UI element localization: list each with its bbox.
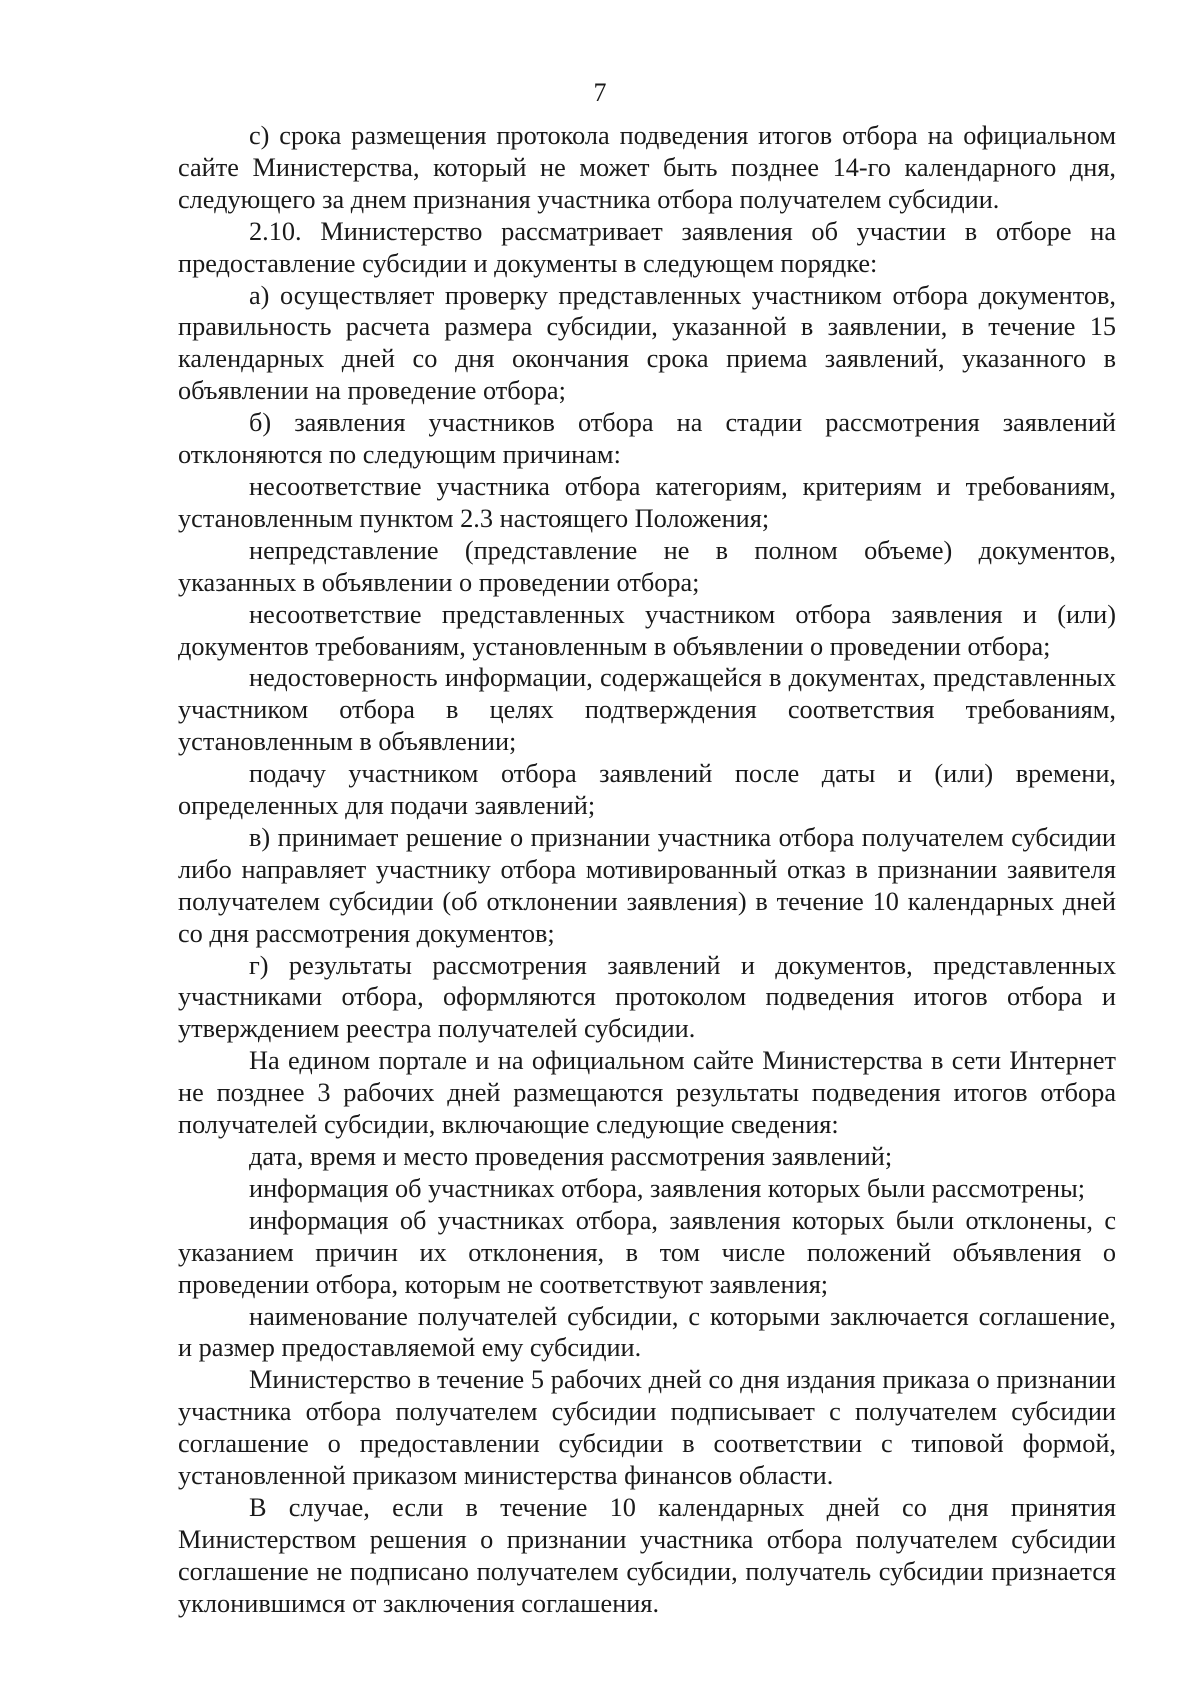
paragraph-publication: На едином портале и на официальном сайте Министерства в сети Интернет не позднее 3 рабочих дней размещаются результаты подведения итогов отбора получателей субсидии, включающие следующие сведения: <box>178 1046 1116 1140</box>
paragraph-reason-mismatch: несоответствие участника отбора категориям, критериям и требованиям, установленным пунктом 2.3 настоящего Положения; <box>178 471 1116 533</box>
paragraph-info-recipients: наименование получателей субсидии, с которыми заключается соглашение, и размер предоставляемой ему субсидии. <box>178 1301 1116 1363</box>
paragraph-info-reviewed: информация об участниках отбора, заявления которых были рассмотрены; <box>249 1173 1086 1203</box>
page-number: 7 <box>593 78 607 107</box>
paragraph-reason-missing-docs: непредставление (представление не в полном объеме) документов, указанных в объявлении о проведении отбора; <box>178 535 1116 597</box>
paragraph-reason-requirements: несоответствие представленных участником отбора заявления и (или) документов требованиям, установленным в объявлении о проведении отбора; <box>178 599 1116 661</box>
paragraph-item-a: а) осуществляет проверку представленных участником отбора документов, правильность расчета размера субсидии, указанной в заявлении, в течение 15 календарных дней со дня окончания срока приема заявлений, указанного в объявлении на проведение отбора; <box>178 280 1116 406</box>
paragraph-evasion: В случае, если в течение 10 календарных дней со дня принятия Министерством решения о признании участника отбора получателем субсидии соглашение не подписано получателем субсидии, получатель субсидии признается уклонившимся от заключения соглашения. <box>178 1492 1116 1618</box>
paragraph-2-10: 2.10. Министерство рассматривает заявления об участии в отборе на предоставление субсидии и документы в следующем порядке: <box>178 216 1116 278</box>
paragraph-info-date: дата, время и место проведения рассмотрения заявлений; <box>249 1142 893 1171</box>
paragraph-reason-inaccuracy: недостоверность информации, содержащейся в документах, представленных участником отбора в целях подтверждения соответствия требованиям, установленным в объявлении; <box>178 663 1116 757</box>
paragraph-info-rejected: информация об участниках отбора, заявления которых были отклонены, с указанием причин их отклонения, в том числе положений объявления о проведении отбора, которым не соответствуют заявления; <box>178 1205 1116 1299</box>
paragraph-deadline-protocol: с) срока размещения протокола подведения итогов отбора на официальном сайте Министерства, который не может быть позднее 14-го календарного дня, следующего за днем признания участника отбора получателем субсидии. <box>178 121 1116 214</box>
paragraph-item-v: в) принимает решение о признании участника отбора получателем субсидии либо направляет участнику отбора мотивированный отказ в признании заявителя получателем субсидии (об отклонении заявления) в течение 10 календарных дней со дня рассмотрения документов; <box>178 822 1116 948</box>
paragraph-item-b: б) заявления участников отбора на стадии рассмотрения заявлений отклоняются по следующим причинам: <box>178 408 1116 470</box>
paragraph-reason-late: подачу участником отбора заявлений после даты и (или) времени, определенных для подачи заявлений; <box>178 759 1116 821</box>
paragraph-item-g: г) результаты рассмотрения заявлений и документов, представленных участниками отбора, оформляются протоколом подведения итогов отбора и утверждением реестра получателей субсидии. <box>178 950 1116 1044</box>
document-body <box>178 120 1116 1620</box>
paragraph-agreement: Министерство в течение 5 рабочих дней со дня издания приказа о признании участника отбора получателем субсидии подписывает с получателем субсидии соглашение о предоставлении субсидии в соответствии с типовой формой, установленной приказом министерства финансов области. <box>178 1365 1116 1491</box>
